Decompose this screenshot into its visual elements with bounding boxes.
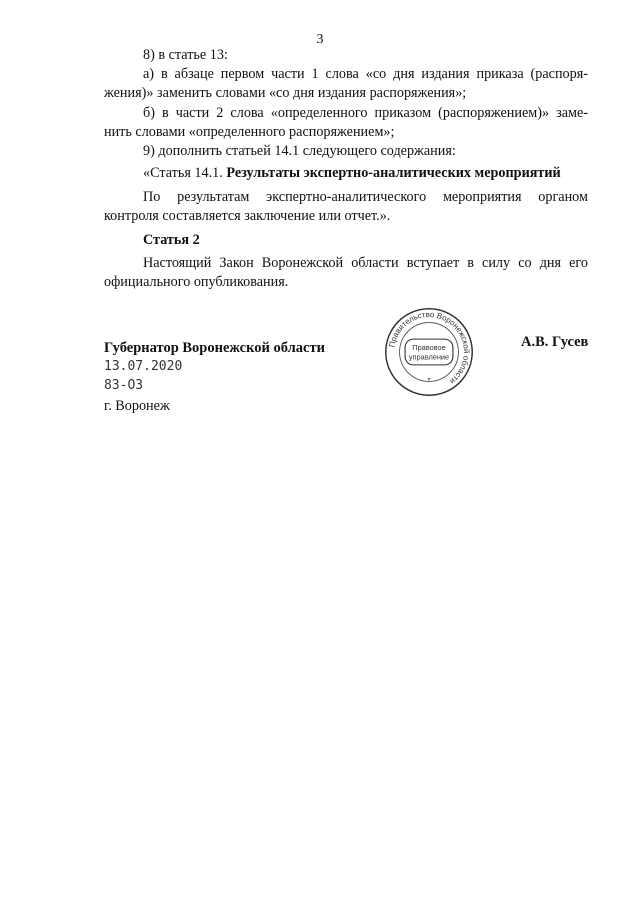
text-line: официального опубликования. bbox=[104, 274, 289, 290]
city: г. Воронеж bbox=[104, 398, 170, 414]
page-number: 3 bbox=[316, 32, 324, 47]
stamp-center-line1: Правовое bbox=[412, 343, 446, 353]
text-line: 8) в статье 13: bbox=[143, 47, 228, 63]
text-line: Настоящий Закон Воронежской области вступает в силу со дня его bbox=[143, 255, 588, 271]
article-2-heading: Статья 2 bbox=[143, 232, 200, 248]
text-line: контроля составляется заключение или отчет.». bbox=[104, 208, 391, 224]
text-line: а) в абзаце первом части 1 слова «со дня издания приказа (распоря- bbox=[143, 66, 588, 82]
article-heading-title: Результаты экспертно-аналитических мероприятий bbox=[226, 165, 561, 181]
stamp-star: * bbox=[427, 376, 431, 386]
stamp-center-line2: управление bbox=[408, 352, 450, 362]
signatory-name: А.В. Гусев bbox=[521, 334, 589, 350]
law-number: 83-ОЗ bbox=[104, 378, 144, 393]
article-heading-prefix: «Статья 14.1. bbox=[143, 165, 227, 181]
stamp-ring-text: Правительство Воронежской области bbox=[387, 309, 471, 386]
signatory-title: Губернатор Воронежской области bbox=[104, 340, 325, 356]
stamp-seal bbox=[383, 306, 475, 398]
text-line: 9) дополнить статьей 14.1 следующего содержания: bbox=[143, 143, 456, 159]
law-date: 13.07.2020 bbox=[104, 359, 183, 374]
text-line: жения)» заменить словами «со дня издания распоряжения»; bbox=[104, 85, 467, 101]
text-line: б) в части 2 слова «определенного приказом (распоряжением)» заме- bbox=[143, 105, 588, 121]
article-heading-line bbox=[143, 164, 588, 182]
text-line: нить словами «определенного распоряжением»; bbox=[104, 124, 395, 140]
text-line: По результатам экспертно-аналитического мероприятия органом bbox=[143, 189, 588, 205]
